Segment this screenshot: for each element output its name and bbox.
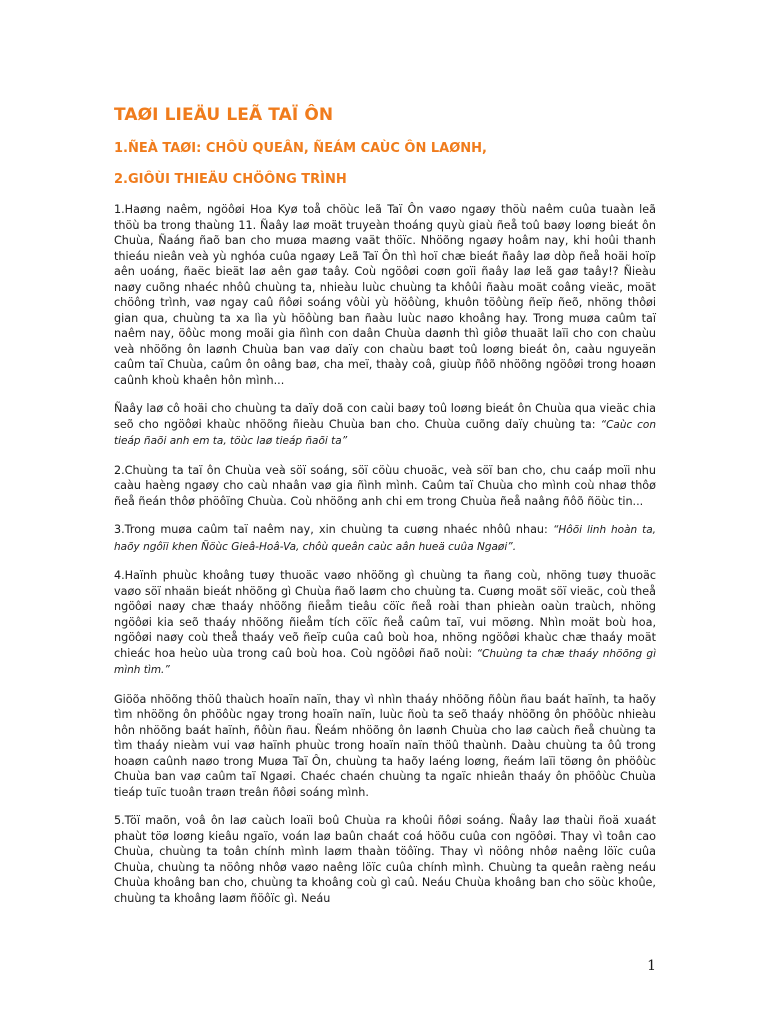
paragraph-3 [114,463,656,510]
paragraph-text: Ñaây laø cô hoäi cho chuùng ta daïy doã con caùi baøy toû loøng bieát ôn Chuùa qua vieäc chia seõ cho ngöôøi khaùc nhöõng ñieàu Chuùa ban cho. Chuùa cuõng daïy chuùng ta: [114,402,656,431]
paragraph-text: 3.Trong muøa caûm taï naêm nay, xin chuùng ta cuøng nhaéc nhôû nhau: [114,523,553,536]
paragraph-text: 2.Chuùng ta taï ôn Chuùa veà söï soáng, söï cöùu chuoäc, veà söï ban cho, chu caáp moïi nhu caàu haèng ngaøy cho caù nhaân vaø gia ñình mình. Caûm taï Chuùa cho mình coù nhaø thôø ñeå ñeán thôø phöôïng Chuùa. Coù nhöõng anh chi em trong Chuùa ñeå naâng ñôõ ñöùc tin... [114,463,656,508]
scripture-quote: “Caùc con tieáp ñaõi anh em ta, töùc laø tieáp ñaõi ta” [114,418,656,447]
paragraph-text: 4.Haïnh phuùc khoâng tuøy thuoäc vaøo nhöõng gì chuùng ta ñang coù, nhöng tuøy thuoäc vaøo söï nhaän bieát nhöõng gì Chuùa ñaõ laøm cho chuùng ta. Cuøng moät söï vieäc, coù theå ngöôøi naøy chæ thaáy nhöõng ñieåm tieâu cöïc ñeå roài than phieàn oaùn traùch, nhöng ngöôøi kia seõ thaáy nhöõng ñieåm tích cöïc ñeå caûm taï, vui möøng. Nhìn moät boù hoa, ngöôøi naøy coù theå thaáy veõ ñeïp cuûa caû boù hoa, nhöng ngöôøi khaùc chæ thaáy moät chieác hoa heùo uùa trong caû boù hoa. Coù ngöôøi ñaõ noùi: [114,569,656,660]
section-heading-topic: 1.ÑEÀ TAØI: CHÔÙ QUEÂN, ÑEÁM CAÙC ÔN LAØNH, [114,141,487,156]
section-heading-program: 2.GIÔÙI THIEÄU CHÖÔNG TRÌNH [114,172,347,187]
paragraph-6 [114,692,656,801]
paragraph-text: 1.Haøng naêm, ngöôøi Hoa Kyø toå chöùc leã Taï Ôn vaøo ngaøy thöù naêm cuûa tuaàn leã thöù ba trong thaùng 11. Ñaây laø moät truyeàn thoáng quyù giaù ñeå toû baøy loøng bieát ôn Chuùa, Ñaáng ñaõ ban cho muøa maøng vaät thöïc. Nhöõng ngaøy hoâm nay, khi hoûi thanh thieáu nieân veà yù nghóa cuûa ngaøy Leã Taï Ôn thì hoï chæ bieát ñaây laø dòp ñeå hoäi hoïp aên uoáng, ñaëc bieät laø aên gaø taây. Coù ngöôøi coøn goïi ñaây laø leã gaø taây!? Ñieàu naøy cuõng nhaéc nhôû chuùng ta, nhieàu luùc chuùng ta khôûi ñaàu moät coâng vieäc, moät chöông trình, vaø ngay caû ñôøi soáng vôùi yù höôùng, khuôn töôùng ñeïp ñeõ, nhöng thôøi gian qua, chuùng ta xa lìa yù höôùng ban ñaàu luùc naøo khoâng hay. Trong muøa caûm taï naêm nay, öôùc mong moãi gia ñình con daân Chuùa daønh thì giôø thuaät laïi cho con chaùu veà nhöõng ôn laønh Chuùa ban vaø daïy con chaùu baøt toû loøng bieát ôn, caàu nguyeän caûm taï Chuùa, caûm ôn oâng baø, cha meï, thaày coâ, giuùp ñôõ nhöõng ngöôøi trong hoaøn caûnh khoù khaên hôn mình... [114,203,656,387]
paragraph-2 [114,401,656,450]
page-number: 1 [647,958,656,974]
paragraph-7 [114,813,656,906]
scripture-quote: “Hôõi linh hoàn ta, haõy ngôïi khen Ñöùc Gieâ-Hoâ-Va, chôù queân caùc aân hueä cuûa Ngaøi”. [114,524,656,553]
paragraph-5 [114,568,656,679]
paragraph-1 [114,202,656,388]
document-page [114,104,656,919]
paragraph-text: 5.Töï maõn, voâ ôn laø caùch loaïi boû Chuùa ra khoûi ñôøi soáng. Ñaây laø thaùi ñoä xuaát phaùt töø loøng kieâu ngaïo, voán laø baûn chaát coá höõu cuûa con ngöôøi. Thay vì toân cao Chuùa, chuùng ta toân chính mình laøm thaàn töôïng. Thay vì nöông nhôø naêng löïc cuûa Chuùa, chuùng ta nöông nhôø vaøo naêng löïc cuûa chính mình. Chuùng ta queân raèng neáu Chuùa khoâng ban cho, chuùng ta khoâng coù gì caû. Neáu Chuùa khoâng ban cho söùc khoûe, chuùng ta khoâng laøm ñöôïc gì. Neáu [114,814,656,905]
document-title: TAØI LIEÄU LEÃ TAÏ ÔN [114,105,334,125]
paragraph-text: Giöõa nhöõng thöû thaùch hoaïn naïn, thay vì nhìn thaáy nhöõng ñôùn ñau baát haïnh, ta haõy tìm nhöõng ôn phöôùc ngay trong hoaïn naïn, luùc ñoù ta seõ thaáy nhöõng ôn phöôùc nhieàu hôn nhöõng baát haïnh, ñôùn ñau. Ñeám nhöõng ôn laønh Chuùa cho laø caùch ñeå chuùng ta tìm thaáy nieàm vui vaø haïnh phuùc trong hoaïn naïn thöû thaùnh. Daàu chuùng ta ôû trong hoaøn caûnh naøo trong Muøa Taï Ôn, chuùng ta haõy laéng loøng, ñeám laïi töøng ôn phöôùc Chuùa ban vaø caûm taï Ngaøi. Chaéc chaén chuùng ta ngaïc nhieân thaáy ôn phöôùc Chuùa tieáp tuïc tuoân traøn treân ñôøi soáng mình. [114,692,656,799]
saying-quote: “Chuùng ta chæ thaáy nhöõng gì mình tìm.” [114,647,656,676]
paragraph-4 [114,522,656,555]
